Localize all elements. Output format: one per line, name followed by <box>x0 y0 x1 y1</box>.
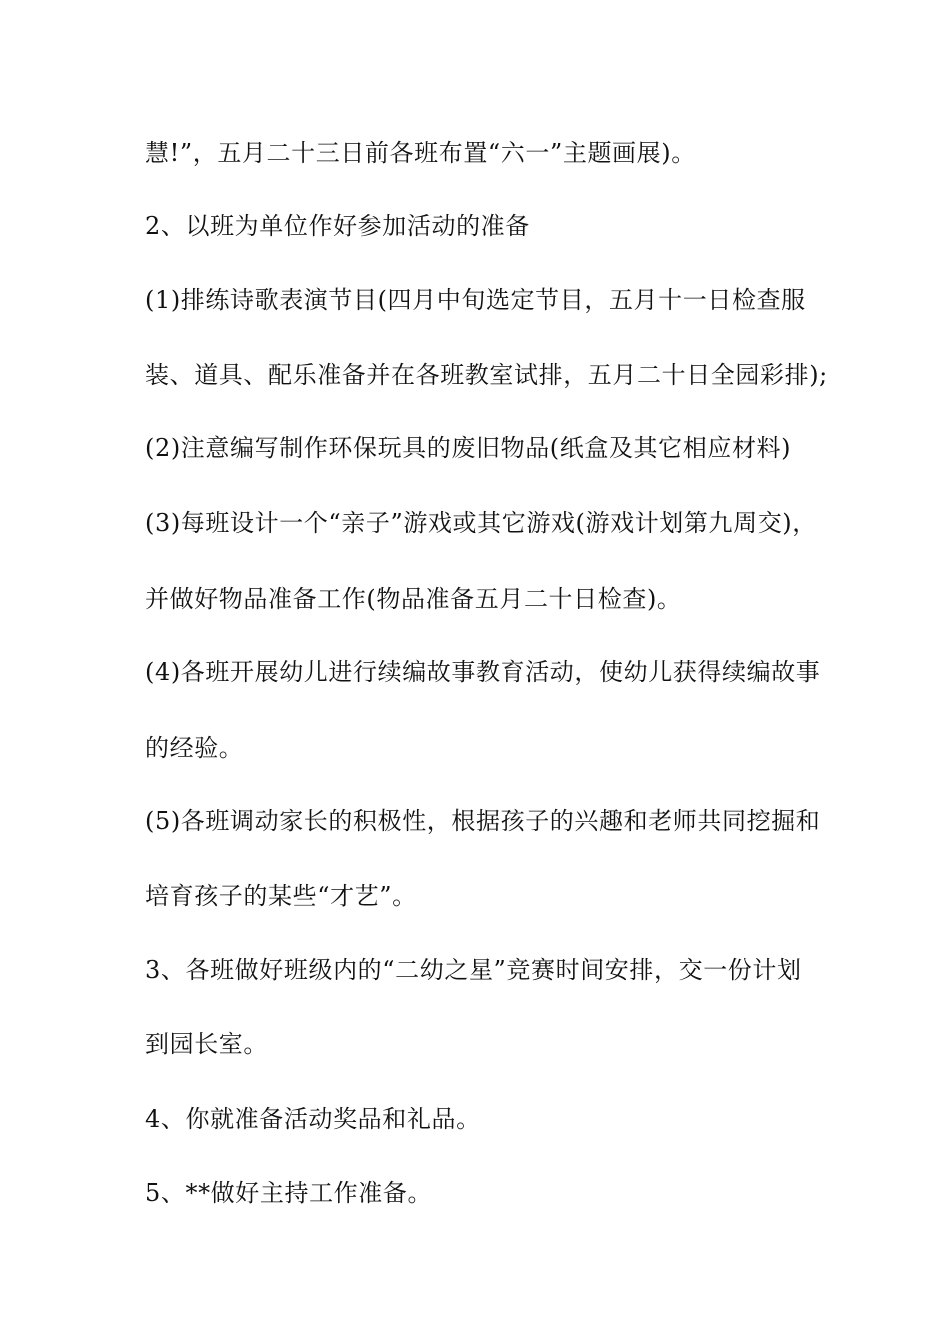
text-line: 到园长室。 <box>145 1030 268 1058</box>
text-line: 培育孩子的某些“才艺”。 <box>145 882 417 910</box>
text-line: 5、**做好主持工作准备。 <box>145 1179 433 1207</box>
text-line: 4、你就准备活动奖品和礼品。 <box>145 1105 481 1133</box>
text-line: (4)各班开展幼儿进行续编故事教育活动，使幼儿获得续编故事 <box>145 658 821 686</box>
text-line: 2、以班为单位作好参加活动的准备 <box>145 212 530 240</box>
text-line: (5)各班调动家长的积极性，根据孩子的兴趣和老师共同挖掘和 <box>145 807 821 835</box>
text-line: 并做好物品准备工作(物品准备五月二十日检查)。 <box>145 585 682 613</box>
text-line: 的经验。 <box>145 734 244 762</box>
text-line: 慧!”，五月二十三日前各班布置“六一”主题画展)。 <box>145 139 696 167</box>
text-line: 装、道具、配乐准备并在各班教室试排，五月二十日全园彩排); <box>145 361 828 389</box>
text-line: (1)排练诗歌表演节目(四月中旬选定节目，五月十一日检查服 <box>145 286 806 314</box>
text-line: 3、各班做好班级内的“二幼之星”竞赛时间安排，交一份计划 <box>145 956 802 984</box>
text-line: (2)注意编写制作环保玩具的废旧物品(纸盒及其它相应材料) <box>145 434 792 462</box>
text-line: (3)每班设计一个“亲子”游戏或其它游戏(游戏计划第九周交)， <box>145 509 817 537</box>
